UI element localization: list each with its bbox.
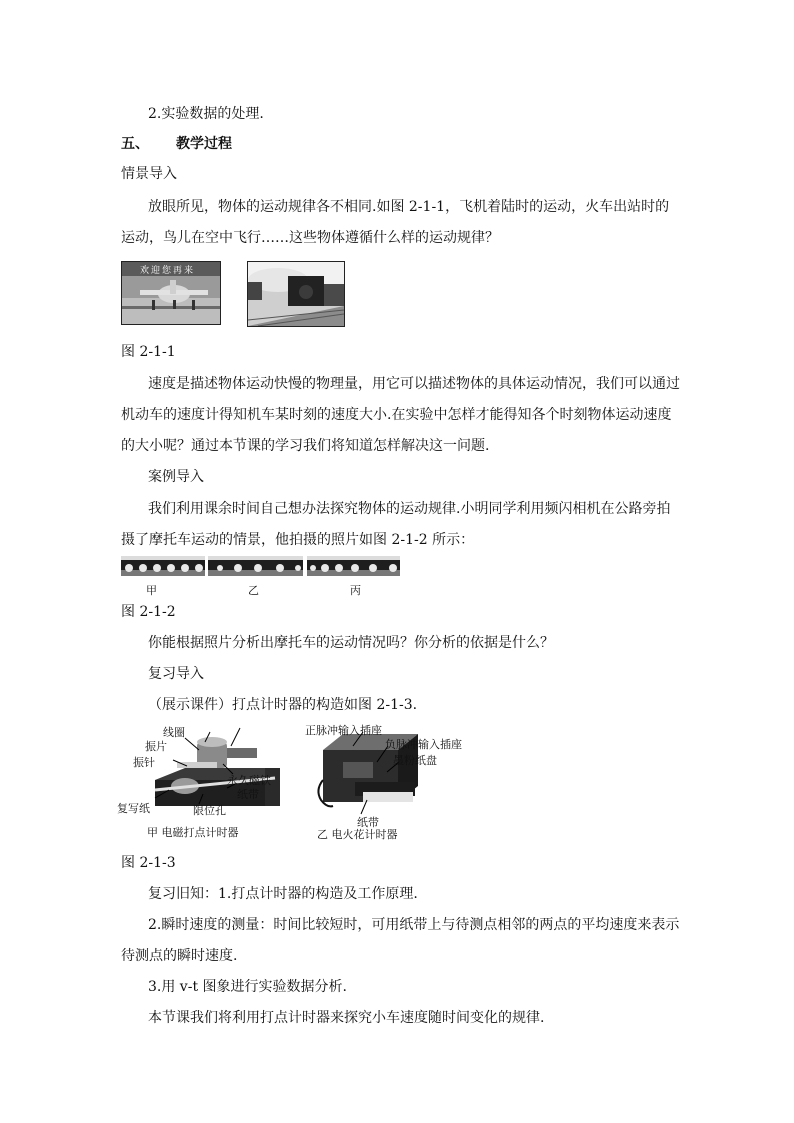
subheading: 案例导入 (148, 469, 204, 485)
figure-caption: 图 2-1-2 (121, 604, 176, 620)
motorcycle-strip-c (307, 556, 400, 576)
airplane-photo (121, 261, 221, 325)
label-carbon-paper: 复写纸 (117, 802, 150, 815)
label-pos-socket: 正脉冲输入插座 (305, 724, 382, 737)
electromagnetic-timer-figure (115, 720, 295, 840)
section-title: 教学过程 (176, 136, 232, 152)
label-paper-tape-right: 纸带 (357, 816, 379, 829)
motorcycle-strip-b (208, 556, 303, 576)
paragraph-line: 的大小呢？通过本节课的学习我们将知道怎样解决这一问题. (121, 438, 490, 454)
label-paper-tape-left: 纸带 (237, 788, 259, 801)
train-photo (247, 261, 345, 327)
paragraph-line: 我们利用课余时间自己想办法探究物体的运动规律.小明同学利用频闪相机在公路旁拍 (148, 501, 671, 517)
strip-label-b: 乙 (248, 584, 259, 597)
paragraph-line: 运动，鸟儿在空中飞行……这些物体遵循什么样的运动规律？ (121, 230, 499, 246)
subheading: 复习导入 (148, 666, 204, 682)
train-image (248, 262, 344, 326)
paragraph-line: 本节课我们将利用打点计时器来探究小车速度随时间变化的规律. (148, 1010, 545, 1026)
photo-sign-text: 欢迎您再来 (140, 266, 196, 276)
strip-a-image (121, 556, 205, 576)
label-coil: 线圈 (163, 726, 185, 739)
figure-caption: 图 2-1-3 (121, 855, 176, 871)
spark-timer-figure (303, 720, 503, 840)
label-neg-socket: 负脉冲输入插座 (385, 738, 462, 751)
paragraph-line: 3.用 v-t 图象进行实验数据分析. (148, 979, 347, 995)
strip-b-image (208, 556, 303, 576)
subheading: 情景导入 (121, 166, 177, 182)
label-ink-disc: 墨粉纸盘 (393, 754, 437, 767)
motorcycle-strip-a (121, 556, 205, 576)
strip-label-c: 丙 (350, 584, 361, 597)
paragraph-line: 摄了摩托车运动的情景，他拍摄的照片如图 2-1-2 所示： (121, 532, 475, 548)
section-number: 五、 (121, 136, 149, 152)
caption-spark-timer: 乙 电火花计时器 (317, 828, 398, 841)
caption-electromagnetic-timer: 甲 电磁打点计时器 (147, 826, 239, 839)
paragraph-line: 你能根据照片分析出摩托车的运动情况吗？你分析的依据是什么？ (148, 635, 554, 651)
label-permanent-magnet: 永久磁铁 (227, 774, 271, 787)
paragraph-line: 速度是描述物体运动快慢的物理量，用它可以描述物体的具体运动情况，我们可以通过 (148, 376, 680, 392)
paragraph-line: 放眼所见，物体的运动规律各不相同.如图 2-1-1，飞机着陆时的运动，火车出站时的 (148, 199, 670, 215)
label-limit-hole: 限位孔 (193, 804, 226, 817)
strip-c-image (307, 556, 400, 576)
label-vibrating-needle: 振针 (133, 756, 155, 769)
strip-label-a: 甲 (146, 584, 157, 597)
paragraph-line: 复习旧知：1.打点计时器的构造及工作原理. (148, 886, 418, 902)
paragraph-line: 2.瞬时速度的测量：时间比较短时，可用纸带上与待测点相邻的两点的平均速度来表示 (148, 917, 680, 933)
paragraph-line: （展示课件）打点计时器的构造如图 2-1-3. (148, 697, 418, 713)
figure-caption: 图 2-1-1 (121, 344, 176, 360)
text-line: 2.实验数据的处理. (148, 106, 264, 122)
label-vibrating-plate: 振片 (145, 740, 167, 753)
paragraph-line: 待测点的瞬时速度. (121, 948, 238, 964)
paragraph-line: 机动车的速度计得知机车某时刻的速度大小.在实验中怎样才能得知各个时刻物体运动速度 (121, 407, 672, 423)
